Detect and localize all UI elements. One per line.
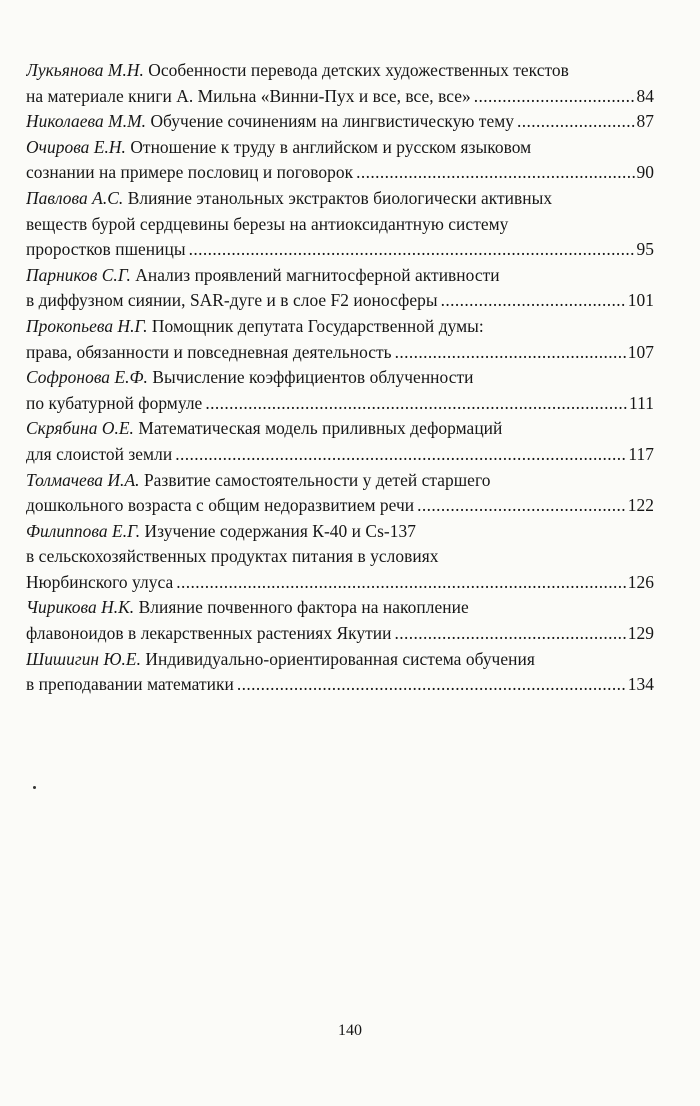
toc-entry-author: Николаева М.М. [26,111,147,132]
toc-entry-title: Индивидуально-ориентированная система обучения [145,648,535,669]
toc-entry-title-end: проростков пшеницы [26,239,186,260]
dot-leader [175,442,627,468]
toc-entry-title: Отношение к труду в английском и русском языковом [130,136,532,157]
dot-leader [417,493,627,519]
toc-entry-last-line [26,391,654,417]
toc-entry-title-end: для слоистой земли [26,443,173,464]
toc-entry-author: Очирова Е.Н. [26,136,126,157]
toc-entry-title: Изучение содержания К-40 и Cs-137 [144,520,416,541]
toc-entry-page: 90 [636,162,654,183]
table-of-contents [26,58,654,698]
toc-entry-page: 84 [636,85,654,106]
toc-entry [26,595,654,646]
toc-entry [26,135,654,186]
toc-entry-page: 117 [628,443,654,464]
toc-entry-author: Прокопьева Н.Г. [26,315,148,336]
toc-entry-author: Павлова А.С. [26,187,124,208]
toc-entry-last-line [26,621,654,647]
toc-entry-last-line [26,288,654,314]
toc-entry-page: 111 [629,392,654,413]
toc-entry [26,109,654,135]
toc-entry [26,468,654,519]
toc-entry-first-line [26,647,654,673]
toc-entry-last-line [26,84,654,110]
toc-entry-page: 101 [627,290,654,311]
toc-entry-last-line [26,340,654,366]
toc-entry-title-end: на материале книги А. Мильна «Винни-Пух и все, все, все» [26,85,471,106]
dot-leader [395,621,627,647]
dot-leader [176,570,627,596]
toc-entry-first-line [26,595,654,621]
dot-leader [395,340,627,366]
toc-entry [26,519,654,596]
toc-entry-title: Обучение сочинениям на лингвистическую тему [150,111,515,132]
toc-entry-last-line [26,672,654,698]
toc-entry-author: Филиппова Е.Г. [26,520,141,541]
toc-entry-title: Вычисление коэффициентов облученности [152,367,474,388]
toc-entry-title-end: в диффузном сиянии, SAR-дуге и в слое F2 ионосферы [26,290,438,311]
toc-entry-author: Толмачева И.А. [26,469,140,490]
toc-entry-last-line [26,570,654,596]
toc-entry-title: Помощник депутата Государственной думы: [151,315,484,336]
toc-entry-title-end: сознании на примере пословиц и поговорок [26,162,354,183]
toc-entry-author: Лукьянова М.Н. [26,60,144,80]
toc-entry-title: Анализ проявлений магнитосферной активности [135,264,500,285]
toc-entry [26,314,654,365]
toc-entry-last-line [26,442,654,468]
toc-entry [26,186,654,263]
toc-entry-page: 87 [636,111,654,132]
dot-leader [237,672,627,698]
toc-entry-last-line [26,237,654,263]
toc-entry [26,365,654,416]
toc-entry [26,58,654,109]
toc-entry-first-line [26,186,654,212]
toc-entry-title-end: дошкольного возраста с общим недоразвитием речи [26,495,415,516]
toc-entry-page: 107 [627,341,654,362]
toc-entry-first-line [26,109,654,135]
toc-entry-first-line [26,519,654,545]
toc-entry-first-line [26,263,654,289]
page-number: 140 [338,1022,362,1039]
toc-entry-title: Влияние почвенного фактора на накопление [138,597,469,618]
toc-entry-first-line [26,135,654,161]
toc-entry-title: Влияние этанольных экстрактов биологически активных [127,187,553,208]
toc-entry-title-end: в преподавании математики [26,674,234,695]
toc-entry-first-line [26,58,654,84]
toc-entry [26,416,654,467]
toc-entry-page: 126 [627,571,654,592]
toc-entry-author: Чирикова Н.К. [26,597,135,618]
dot-leader [356,160,635,186]
toc-entry-first-line [26,314,654,340]
toc-entry-title: Особенности перевода детских художественных текстов [148,60,569,80]
dot-leader [205,391,628,417]
toc-entry-author: Скрябина О.Е. [26,418,134,439]
toc-entry-first-line [26,468,654,494]
toc-entry-title: Развитие самостоятельности у детей старшего [143,469,491,490]
toc-entry-author: Парников С.Г. [26,264,131,285]
toc-entry-title-continuation: в сельскохозяйственных продуктах питания в условиях [26,546,439,567]
toc-entry-page: 122 [627,495,654,516]
toc-entry-title-end: Нюрбинского улуса [26,571,174,592]
toc-entry-title-end: права, обязанности и повседневная деятельность [26,341,392,362]
toc-entry-page: 95 [636,239,654,260]
toc-entry-last-line [26,160,654,186]
toc-entry-title-end: флавоноидов в лекарственных растениях Якутии [26,623,392,644]
toc-entry-first-line [26,365,654,391]
scan-speck [33,786,36,789]
toc-entry-page: 129 [627,623,654,644]
toc-entry-page: 134 [627,674,654,695]
toc-entry [26,647,654,698]
dot-leader [517,109,635,135]
dot-leader [474,84,636,110]
toc-entry-title-continuation: веществ бурой сердцевины березы на антиоксидантную систему [26,213,509,234]
toc-entry-author: Шишигин Ю.Е. [26,648,141,669]
toc-entry-author: Софронова Е.Ф. [26,367,148,388]
toc-entry-last-line [26,493,654,519]
dot-leader [189,237,636,263]
toc-entry-title: Математическая модель приливных деформаций [138,418,503,439]
toc-entry-title-end: по кубатурной формуле [26,392,203,413]
toc-entry [26,263,654,314]
toc-entry-first-line [26,416,654,442]
dot-leader [441,288,627,314]
